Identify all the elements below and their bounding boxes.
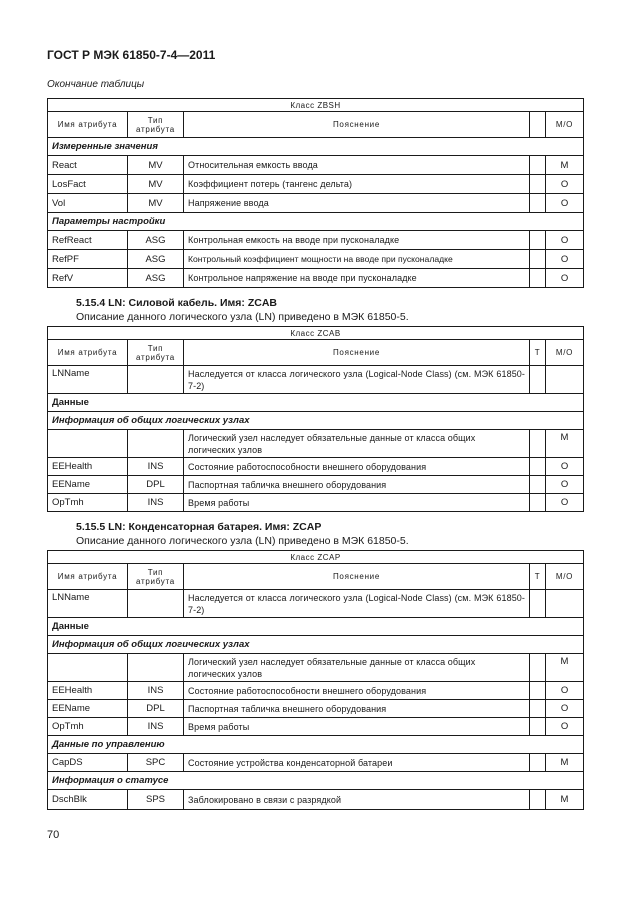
table-row — [48, 231, 584, 250]
attr-type — [128, 430, 184, 458]
attr-explanation: Напряжение ввода — [184, 194, 530, 213]
attr-type — [128, 590, 184, 618]
attr-mo: О — [546, 175, 584, 194]
attr-name: LNName — [48, 590, 128, 618]
table-row — [48, 175, 584, 194]
attr-t — [530, 269, 546, 288]
attr-type — [128, 654, 184, 682]
attr-explanation: Время работы — [184, 718, 530, 736]
attr-explanation: Наследуется от класса логического узла (Logical-Node Class) (см. МЭК 61850-7-2) — [184, 590, 530, 618]
group-status-info: Информация о статусе — [48, 772, 584, 790]
section-description: Описание данного логического узла (LN) приведено в МЭК 61850-5. — [76, 311, 409, 323]
attr-type: DPL — [128, 476, 184, 494]
attr-explanation: Состояние устройства конденсаторной батареи — [184, 754, 530, 772]
header-explanation: Пояснение — [184, 340, 530, 366]
attr-type: MV — [128, 194, 184, 213]
attr-explanation: Контрольная емкость на вводе при пусконаладке — [184, 231, 530, 250]
attr-t — [530, 458, 546, 476]
table-row — [48, 269, 584, 288]
attr-type: ASG — [128, 269, 184, 288]
attr-name: RefV — [48, 269, 128, 288]
attr-t — [530, 430, 546, 458]
attr-type: DPL — [128, 700, 184, 718]
header-mo: М/О — [546, 340, 584, 366]
attr-mo: М — [546, 156, 584, 175]
attr-mo: О — [546, 700, 584, 718]
header-attr-name: Имя атрибута — [48, 564, 128, 590]
attr-name: EEName — [48, 476, 128, 494]
attr-mo: М — [546, 754, 584, 772]
attr-explanation: Паспортная табличка внешнего оборудования — [184, 476, 530, 494]
table-row — [48, 790, 584, 810]
attr-name: DschBlk — [48, 790, 128, 810]
attr-explanation: Паспортная табличка внешнего оборудования — [184, 700, 530, 718]
group-data: Данные — [48, 618, 584, 636]
attr-explanation: Контрольное напряжение на вводе при пусконаладке — [184, 269, 530, 288]
attr-type: ASG — [128, 231, 184, 250]
attr-explanation: Наследуется от класса логического узла (Logical-Node Class) (см. МЭК 61850-7-2) — [184, 366, 530, 394]
header-attr-type: Тип атрибута — [128, 564, 184, 590]
attr-type: MV — [128, 156, 184, 175]
attr-explanation: Коэффициент потерь (тангенс дельта) — [184, 175, 530, 194]
attr-name: EEHealth — [48, 682, 128, 700]
table-continuation-caption: Окончание таблицы — [47, 79, 145, 90]
attr-name: EEName — [48, 700, 128, 718]
table-row — [48, 682, 584, 700]
attr-t — [530, 790, 546, 810]
header-attr-name: Имя атрибута — [48, 340, 128, 366]
class-title: Класс ZCAB — [48, 327, 584, 340]
table-row — [48, 430, 584, 458]
attr-explanation: Логический узел наследует обязательные данные от класса общих логических узлов — [184, 654, 530, 682]
table-row — [48, 476, 584, 494]
group-data: Данные — [48, 394, 584, 412]
section-description: Описание данного логического узла (LN) приведено в МЭК 61850-5. — [76, 535, 409, 547]
attr-name: OpTmh — [48, 494, 128, 512]
header-t — [530, 112, 546, 138]
attr-t — [530, 366, 546, 394]
table-row — [48, 754, 584, 772]
table-row — [48, 700, 584, 718]
attr-mo: О — [546, 458, 584, 476]
section-zcap — [47, 520, 583, 810]
attr-type: INS — [128, 494, 184, 512]
attr-name: OpTmh — [48, 718, 128, 736]
attr-t — [530, 718, 546, 736]
attr-t — [530, 156, 546, 175]
table-zcab — [47, 326, 584, 512]
attr-type: MV — [128, 175, 184, 194]
attr-t — [530, 231, 546, 250]
table-row — [48, 590, 584, 618]
header-attr-type: Тип атрибута — [128, 112, 184, 138]
table-row — [48, 458, 584, 476]
section-title: 5.15.4 LN: Силовой кабель. Имя: ZCAB — [76, 297, 278, 309]
header-t: Т — [530, 564, 546, 590]
attr-name: CapDS — [48, 754, 128, 772]
header-mo: М/О — [546, 564, 584, 590]
attr-explanation: Контрольный коэффициент мощности на вводе при пусконаладке — [184, 250, 530, 269]
section-zcab — [47, 296, 583, 512]
header-mo: М/О — [546, 112, 584, 138]
class-title: Класс ZCAP — [48, 551, 584, 564]
attr-mo: О — [546, 494, 584, 512]
attr-type: INS — [128, 682, 184, 700]
header-explanation: Пояснение — [184, 564, 530, 590]
attr-explanation: Заблокировано в связи с разрядкой — [184, 790, 530, 810]
attr-t — [530, 590, 546, 618]
attr-t — [530, 476, 546, 494]
section-title: 5.15.5 LN: Конденсаторная батарея. Имя: ZCAP — [76, 521, 322, 533]
attr-t — [530, 700, 546, 718]
attr-mo: О — [546, 194, 584, 213]
attr-explanation: Логический узел наследует обязательные данные от класса общих логических узлов — [184, 430, 530, 458]
header-attr-type: Тип атрибута — [128, 340, 184, 366]
attr-type: SPC — [128, 754, 184, 772]
attr-name — [48, 654, 128, 682]
header-t: Т — [530, 340, 546, 366]
table-row — [48, 718, 584, 736]
group-control-data: Данные по управлению — [48, 736, 584, 754]
document-header: ГОСТ Р МЭК 61850-7-4—2011 — [47, 48, 216, 62]
attr-name: Vol — [48, 194, 128, 213]
header-explanation: Пояснение — [184, 112, 530, 138]
attr-type: INS — [128, 458, 184, 476]
attr-name: RefReact — [48, 231, 128, 250]
table-zbsh-section — [47, 98, 583, 288]
attr-type: ASG — [128, 250, 184, 269]
group-common-info: Информация об общих логических узлах — [48, 636, 584, 654]
group-settings: Параметры настройки — [48, 213, 584, 231]
attr-type — [128, 366, 184, 394]
table-row — [48, 156, 584, 175]
attr-explanation: Относительная емкость ввода — [184, 156, 530, 175]
attr-mo: М — [546, 654, 584, 682]
attr-mo: О — [546, 718, 584, 736]
attr-t — [530, 654, 546, 682]
attr-type: INS — [128, 718, 184, 736]
attr-explanation: Состояние работоспособности внешнего оборудования — [184, 682, 530, 700]
attr-t — [530, 494, 546, 512]
header-attr-name: Имя атрибута — [48, 112, 128, 138]
attr-name: RefPF — [48, 250, 128, 269]
group-common-info: Информация об общих логических узлах — [48, 412, 584, 430]
table-row — [48, 250, 584, 269]
attr-mo: М — [546, 430, 584, 458]
attr-explanation: Время работы — [184, 494, 530, 512]
table-zcap — [47, 550, 584, 810]
attr-name — [48, 430, 128, 458]
table-row — [48, 654, 584, 682]
attr-mo: М — [546, 790, 584, 810]
page-number: 70 — [47, 829, 60, 841]
attr-t — [530, 682, 546, 700]
class-title: Класс ZBSH — [48, 99, 584, 112]
attr-mo: О — [546, 476, 584, 494]
attr-explanation: Состояние работоспособности внешнего оборудования — [184, 458, 530, 476]
table-row — [48, 194, 584, 213]
attr-t — [530, 250, 546, 269]
attr-name: EEHealth — [48, 458, 128, 476]
attr-mo — [546, 366, 584, 394]
attr-name: LNName — [48, 366, 128, 394]
table-zbsh — [47, 98, 584, 288]
attr-mo: О — [546, 269, 584, 288]
group-measured-values: Измеренные значения — [48, 138, 584, 156]
attr-t — [530, 754, 546, 772]
attr-name: React — [48, 156, 128, 175]
attr-t — [530, 194, 546, 213]
attr-mo: О — [546, 682, 584, 700]
attr-type: SPS — [128, 790, 184, 810]
table-row — [48, 366, 584, 394]
attr-name: LosFact — [48, 175, 128, 194]
attr-mo: О — [546, 231, 584, 250]
attr-t — [530, 175, 546, 194]
attr-mo: О — [546, 250, 584, 269]
attr-mo — [546, 590, 584, 618]
table-row — [48, 494, 584, 512]
